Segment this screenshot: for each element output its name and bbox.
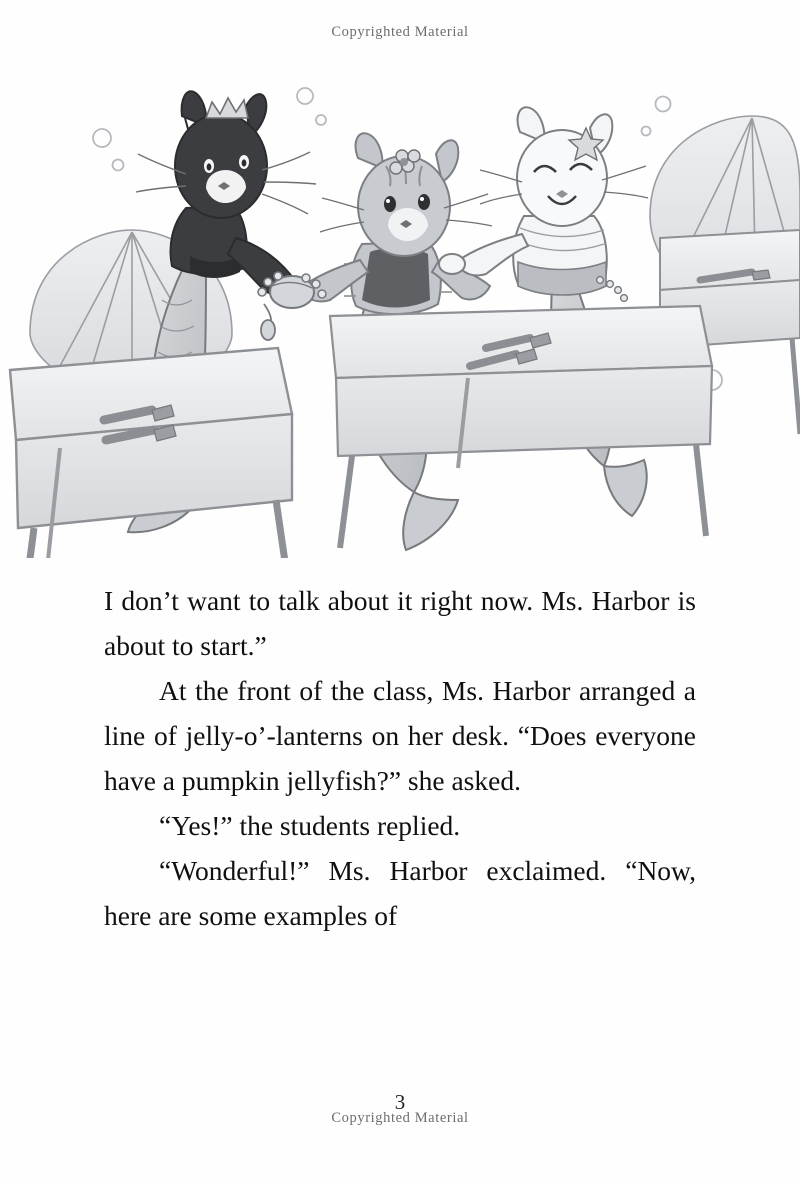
handshake xyxy=(258,272,326,340)
paragraph-4: “Wonderful!” Ms. Harbor exclaimed. “Now, here are some examples of xyxy=(104,855,696,931)
page-number: 3 xyxy=(394,1090,406,1114)
page-text xyxy=(104,578,696,938)
copyright-watermark-bottom: Copyrighted Material xyxy=(331,1110,469,1126)
paragraph-3: “Yes!” the students replied. xyxy=(159,810,461,841)
copyright-watermark-top: Copyrighted Material xyxy=(331,24,469,40)
chapter-illustration xyxy=(0,48,800,558)
paragraph-1: I don’t want to talk about it right now. Ms. Harbor is about to start.” xyxy=(104,585,696,661)
illustration-svg xyxy=(0,48,800,558)
paragraph-2: At the front of the class, Ms. Harbor arranged a line of jelly-o’-lanterns on her desk. “Does everyone have a pumpkin jellyfish?” she asked. xyxy=(104,675,696,796)
desk-center xyxy=(330,306,712,548)
